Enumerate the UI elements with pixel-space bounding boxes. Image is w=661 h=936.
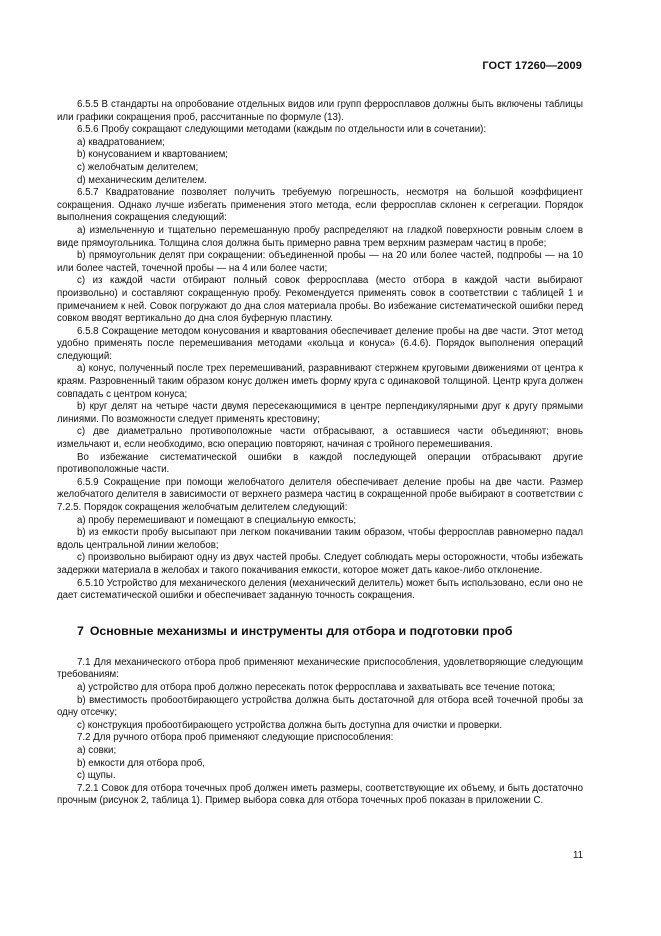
section-heading [57,624,583,639]
paragraph-6-5-8: 6.5.8 Сокращение методом конусования и квартования обеспечивает деление пробы на две части. Этот метод удобно применять после перемешивания методами «кольца и конуса» (6.4.6). Порядок выполнения операций следующий: [57,325,583,362]
list-item: b) из емкости пробу высыпают при легком покачивании таким образом, чтобы ферросплав равномерно падал вдоль центральной линии желобов; [57,527,583,551]
list-item: b) емкости для отбора проб, [77,757,205,769]
list-item: b) вместимость пробоотбирающего устройства должна быть достаточной для отбора всей точечной пробы за одну отсечку; [57,694,583,719]
paragraph-7-2-1: 7.2.1 Совок для отбора точечных проб должен иметь размеры, соответствующие их объему, и быть достаточно прочным (рисунок 2, таблица 1). Пример выбора совка для отбора точечных проб показан в приложении С. [57,782,583,807]
list-item: c) желобчатым делителем; [77,161,199,173]
section-number: 7 [77,623,84,638]
list-item: а) измельченную и тщательно перемешанную пробу распределяют на гладкой поверхности ровным слоем в виде прямоугольника. Толщина слоя должна быть примерно равна трем верхним размерам частиц в пробе; [57,224,583,249]
list-item: d) механическим делителем. [77,174,207,186]
list-item: b) круг делят на четыре части двумя пересекающимися в центре перпендикулярными друг к другу прямыми линиями. По возможности следует применять крестовину; [57,401,583,425]
paragraph-7-1: 7.1 Для механического отбора проб применяют механические приспособления, удовлетворяющие следующим требованиям: [57,656,583,681]
paragraph-note: Во избежание систематической ошибки в каждой последующей операции отбрасывают другие противоположные части. [57,451,583,476]
paragraph-6-5-5: 6.5.5 В стандарты на опробование отдельных видов или групп ферросплавов должны быть включены таблицы или графики сокращения проб, рассчитанные по формуле (13). [57,99,583,123]
page-number: 11 [572,850,583,861]
list-item: а) совки; [77,744,117,756]
list-item: c) две диаметрально противоположные части отбрасывают, а оставшиеся части объединяют; вновь измельчают и, если необходимо, всю операцию повторяют, начиная с тройного перемешивания. [57,426,583,451]
section-title: Основные механизмы и инструменты для отбора и подготовки проб [89,623,513,638]
paragraph-6-5-9: 6.5.9 Сокращение при помощи желобчатого делителя обеспечивает деление пробы на две части. Размер желобчатого делителя в зависимости от верхнего размера частиц в сокращенной пробе выбирают в соответствии с 7.2.5. Порядок сокращения желобчатым делителем следующий: [57,476,583,513]
list-item: b) прямоугольник делят при сокращении: объединенной пробы — на 20 или более частей, подпробы — на 10 или более частей, точечной пробы — на 4 или более части; [57,250,583,274]
paragraph-6-5-10: 6.5.10 Устройство для механического деления (механический делитель) может быть использовано, если оно не дает систематической ошибки и обеспечивает заданную точность сокращения. [57,577,583,602]
list-item: c) конструкция пробоотбирающего устройства должна быть доступна для очистки и проверки. [77,719,503,731]
list-item: а) конус, полученный после трех перемешиваний, разравнивают стержнем круговыми движениями от центра к краям. Разровненный таким образом конус должен иметь форму круга с одинаковой толщиной. Центр круга должен совпадать с центром конуса; [57,363,583,400]
document-body [57,99,583,808]
list-item: c) щупы. [77,770,116,782]
paragraph-6-5-6: 6.5.6 Пробу сокращают следующими методами (каждым по отдельности или в сочетании): [77,124,487,136]
list-item: c) произвольно выбирают одну из двух частей пробы. Следует соблюдать меры осторожности, чтобы избежать задержки материала в желобах и такого покачивания емкости, которое может дать какое-либо отклонение. [57,552,583,576]
list-item: b) конусованием и квартованием; [77,149,228,161]
list-item: c) из каждой части отбирают полный совок ферросплава (место отбора в каждой части выбирают произвольно) и составляют сокращенную пробу. Рекомендуется применять совок в соответствии с таблицей 1 и примечанием к ней. Совок погружают до дна слоя материала пробы. Во избежание систематической ошибки перед совком вводят вертикально до дна слоя буферную пластину. [57,275,583,325]
standard-header: ГОСТ 17260—2009 [482,60,582,72]
list-item: а) устройство для отбора проб должно пересекать поток ферросплава и захватывать все течение потока; [77,681,556,693]
paragraph-7-2: 7.2 Для ручного отбора проб применяют следующие приспособления: [77,732,394,744]
list-item: а) квадратованием; [77,136,165,148]
list-item: а) пробу перемешивают и помещают в специальную емкость; [77,514,357,526]
paragraph-6-5-7: 6.5.7 Квадратование позволяет получить требуемую погрешность, несмотря на большой коэффициент сокращения. Однако лучше избегать применения этого метода, если ферросплав склонен к сегрегации. Порядок выполнения сокращения следующий: [57,187,583,224]
